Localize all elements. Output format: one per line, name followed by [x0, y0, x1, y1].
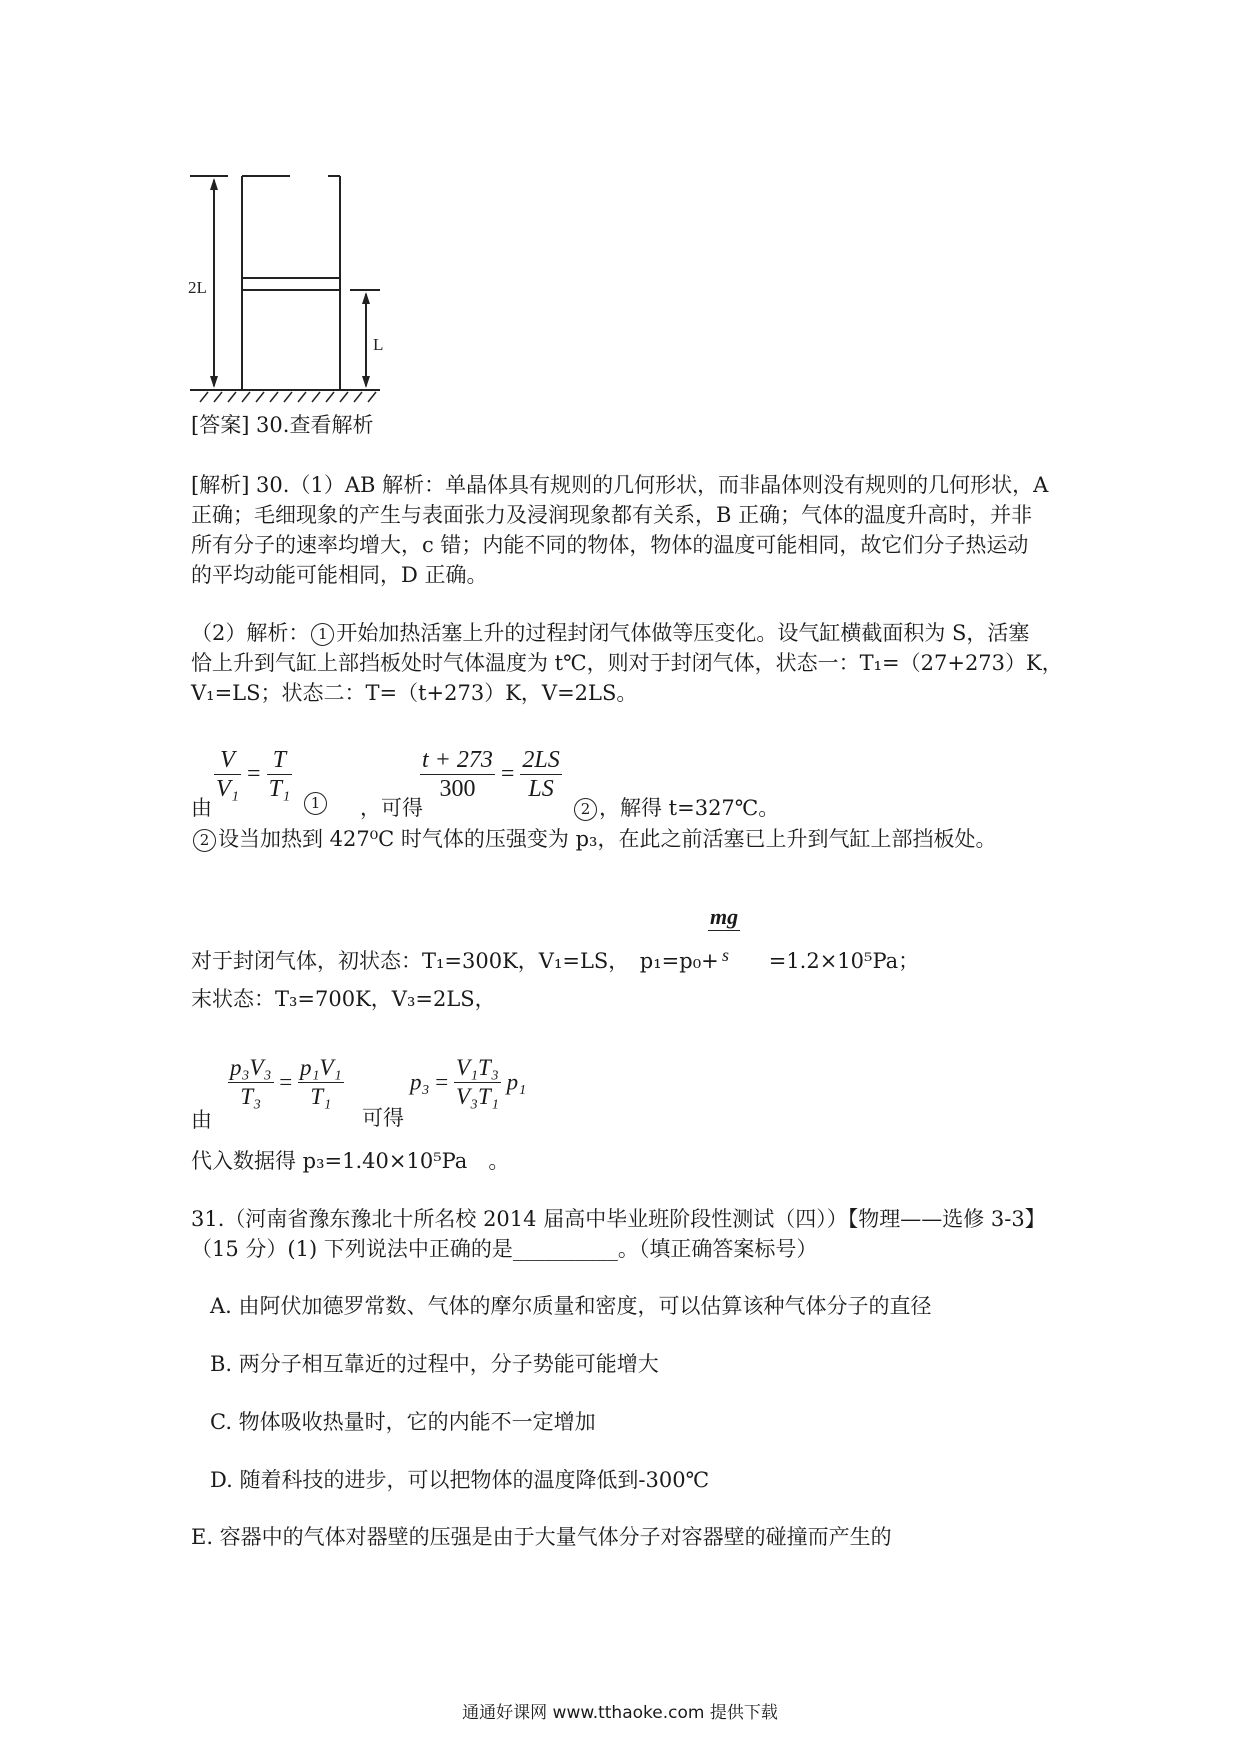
q31-line2: （15 分）(1) 下列说法中正确的是__________。（填正确答案标号） [191, 1237, 818, 1261]
cylinder-piston-figure [190, 160, 430, 405]
equation-2-left: $\frac{\text{p₃V₃}}{\text{T₃}}$ = $\frac{\text{p₁V₁}}{\text{T₁}}$ [230, 1055, 342, 1109]
analysis-p1-line1: [解析] 30.（1）AB 解析：单晶体具有规则的几何形状，而非晶体则没有规则的几何形状，A [191, 473, 1049, 497]
option-C: C. 物体吸收热量时，它的内能不一定增加 [210, 1410, 596, 1434]
label-L: L [373, 335, 384, 354]
equation-1-fraction-left: $\frac{V}{\text{V₁}}$ = $\frac{T}{\text{T₁}}$ [216, 747, 291, 802]
q31-line1: 31.（河南省豫东豫北十所名校 2014 届高中毕业班阶段性测试（四））【物理——选修 3-3】 [191, 1207, 1046, 1231]
option-E: E. 容器中的气体对器壁的压强是由于大量气体分子对容器壁的碰撞而产生的 [191, 1525, 892, 1549]
initial-state-line: 对于封闭气体，初状态：T₁=300K，V₁=LS， p₁=p₀+ =1.2×10⁵Pa； [191, 949, 920, 973]
equation-2-prefix: 由 [191, 1108, 212, 1132]
equation-1-fraction-right: $\frac{t + 273}{300}$ = $\frac{2LS}{LS}$ [422, 747, 560, 802]
analysis-p2-line3: V₁=LS；状态二：T=（t+273）K，V=2LS。 [191, 681, 638, 705]
equation-2-right: p₃ = $\frac{\text{V₁T₃}}{\text{V₃T₁}}$ p₁ [410, 1055, 527, 1109]
s-denominator: s [722, 945, 730, 965]
answer-line: [答案] 30.查看解析 [191, 413, 374, 437]
step2-line: 2 设当加热到 427⁰C 时气体的压强变为 p₃，在此之前活塞已上升到气缸上部挡板处。 [191, 824, 996, 854]
equation-1-mid: ，可得 [360, 796, 423, 820]
equation-2-mid: 可得 [362, 1106, 404, 1130]
circled-one: 1 [311, 623, 334, 646]
option-D: D. 随着科技的进步，可以把物体的温度降低到-300℃ [210, 1468, 710, 1492]
page-footer: 通通好课网 www.tthaoke.com 提供下载 [462, 1703, 778, 1723]
label-2L: 2L [188, 278, 207, 297]
analysis-p1-line4: 的平均动能可能相同，D 正确。 [191, 563, 488, 587]
document-page: 2L L [答案] 30.查看解析 [解析] 30.（1）AB 解析：单晶体具有规则的几何形状，而非晶体则没有规则的几何形状，A 正确；毛细现象的产生与表面张力及浸润现象都有关系，B 正确；气体的温度升高时，并非 所有分子的速率均增大，c 错；内能不同的物体，物体的温度可能相同，故它们分子热运动 的平均动能可能相同，D 正确。 （2）解析： 1 开始加热活塞上升的过程封闭气体做等压变化。设气缸横截面积为 S，活塞 恰上升到气缸上部挡板处时气体温度为 t℃，则对于封闭气体，状态一：T₁=（27+273）K， V₁=LS；状态二：T=（t+273）K，V=2LS。 由 $\frac{V}{\text{V₁}}$ = $\frac{T}{\text{T₁}}$ 1 ，可得 $\frac{t + 273}{300}$ = $\frac{2LS}{LS}$ 2 ，解得 t=327℃。 2 设当加热到 427⁰C 时气体的压强变为 p₃，在此之前活塞已上升到气缸上部挡板处。 mg s 对于封闭气体，初状态：T₁=300K，V₁=LS， p₁=p₀+ =1.2×10⁵Pa； 末状态：T₃=700K，V₃=2LS， 由 $\frac{\text{p₃V₃}}{\text{T₃}}$ = $\frac{\text{p₁V₁}}{\text{T₁}}$ 可得 p₃ = $\frac{\text{V₁T₃}}{\text{V₃T₁}}$ p₁ 代入数据得 p₃=1.40×10⁵Pa 。 31.（河南省豫东豫北十所名校 2014 届高中毕业班阶段性测试（四））【物理——选修 3-3】 （15 分）(1) 下列说法中正确的是__________。（填正确答案标号） A. 由阿伏加德罗常数、气体的摩尔质量和密度，可以估算该种气体分子的直径 B. 两分子相互靠近的过程中，分子势能可能增大 C. 物体吸收热量时，它的内能不一定增加 D. 随着科技的进步，可以把物体的温度降低到-300℃ E. 容器中的气体对器壁的压强是由于大量气体分子对容器壁的碰撞而产生的 通通好课网 www.tthaoke.com 提供下载 [0, 0, 1240, 1754]
result-line: 代入数据得 p₃=1.40×10⁵Pa 。 [191, 1149, 510, 1173]
analysis-p1-line2: 正确；毛细现象的产生与表面张力及浸润现象都有关系，B 正确；气体的温度升高时，并非 [191, 503, 1033, 527]
equation-1-tag1: 1 [302, 790, 329, 815]
analysis-p2-line1: （2）解析： 1 开始加热活塞上升的过程封闭气体做等压变化。设气缸横截面积为 S，活塞 [191, 621, 1030, 645]
final-state-line: 末状态：T₃=700K，V₃=2LS， [191, 987, 496, 1011]
option-A: A. 由阿伏加德罗常数、气体的摩尔质量和密度，可以估算该种气体分子的直径 [210, 1294, 932, 1318]
analysis-p1-line3: 所有分子的速率均增大，c 错；内能不同的物体，物体的温度可能相同，故它们分子热运动 [191, 533, 1029, 557]
analysis-p2-line2: 恰上升到气缸上部挡板处时气体温度为 t℃，则对于封闭气体，状态一：T₁=（27+273）K， [191, 651, 1063, 675]
equation-1-result: 2 ，解得 t=327℃。 [572, 792, 779, 822]
mg-over-s: mg [710, 904, 739, 929]
option-B: B. 两分子相互靠近的过程中，分子势能可能增大 [210, 1352, 659, 1376]
